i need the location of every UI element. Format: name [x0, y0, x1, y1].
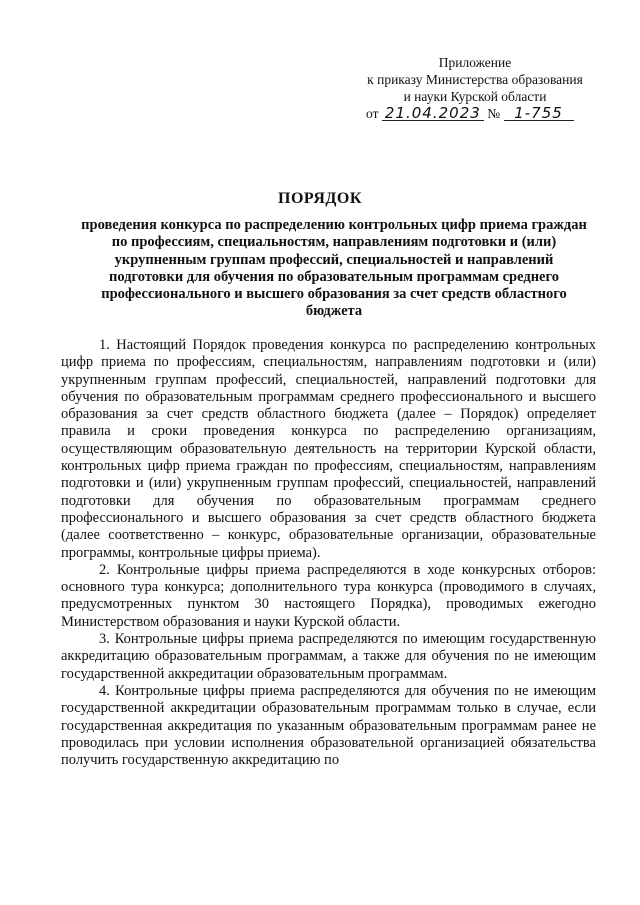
header-ministry: и науки Курской области [403, 89, 547, 104]
paragraph-1: 1. Настоящий Порядок проведения конкурса по распределению контрольных цифр приема по профессиям, специальностям, направлениям подготовки и (или) укрупненным группам профессий, специальностей, направлений подготовки для обучения по образовательным программам среднего профессионального и высшего образования за счет средств областного бюджета (далее – Порядок) определяет правила и сроки проведения конкурса по распределению организациям, осуществляющим образовательную деятельность на территории Курской области, контрольных цифр приема граждан по профессиям, специальностям, направлениям подготовки и (или) укрупненным группам профессий, специальностей, направлений подготовки для обучения по образовательным программам среднего профессионального и высшего образования за счет средств областного бюджета (далее соответственно – конкурс, образовательные организации, образовательные программы, контрольные цифры приема). [61, 337, 596, 561]
header-order-ref: к приказу Министерства образования [367, 72, 583, 87]
paragraph-2: 2. Контрольные цифры приема распределяются в ходе конкурсных отборов: основного тура конкурса; дополнительного тура конкурса (проводимого в случаях, предусмотренных пунктом 30 настоящего Порядка), проводимых ежегодно Министерством образования и науки Курской области. [61, 561, 596, 630]
document-title: ПОРЯДОК [278, 190, 362, 207]
document-body [61, 337, 596, 769]
document-subtitle: проведения конкурса по распределению контрольных цифр приема граждан по профессиям, специальностям, направлениям подготовки и (или) укрупненным группам профессий, специальностей и направлений подготовки для обучения по образовательным программам среднего профессионального и высшего образования за счет средств областного бюджета [81, 217, 587, 320]
handwritten-number: 1-755 [504, 106, 574, 121]
number-prefix: № [487, 106, 501, 121]
approval-header [360, 54, 590, 122]
header-appendix: Приложение [438, 55, 512, 70]
paragraph-3: 3. Контрольные цифры приема распределяются по имеющим государственную аккредитацию образовательным программам, а также для обучения по не имеющим государственной аккредитации образовательным программам. [61, 631, 596, 682]
paragraph-4: 4. Контрольные цифры приема распределяются для обучения по не имеющим государственной аккредитации образовательным программам только в случае, если государственная аккредитация по указанным образовательным программам ранее не проводилась при условии исполнения образовательной организацией обязательства получить государственную аккредитацию по [61, 682, 596, 769]
header-date-number [366, 105, 590, 122]
handwritten-date: 21.04.2023 [382, 106, 484, 121]
date-prefix: от [366, 106, 379, 121]
